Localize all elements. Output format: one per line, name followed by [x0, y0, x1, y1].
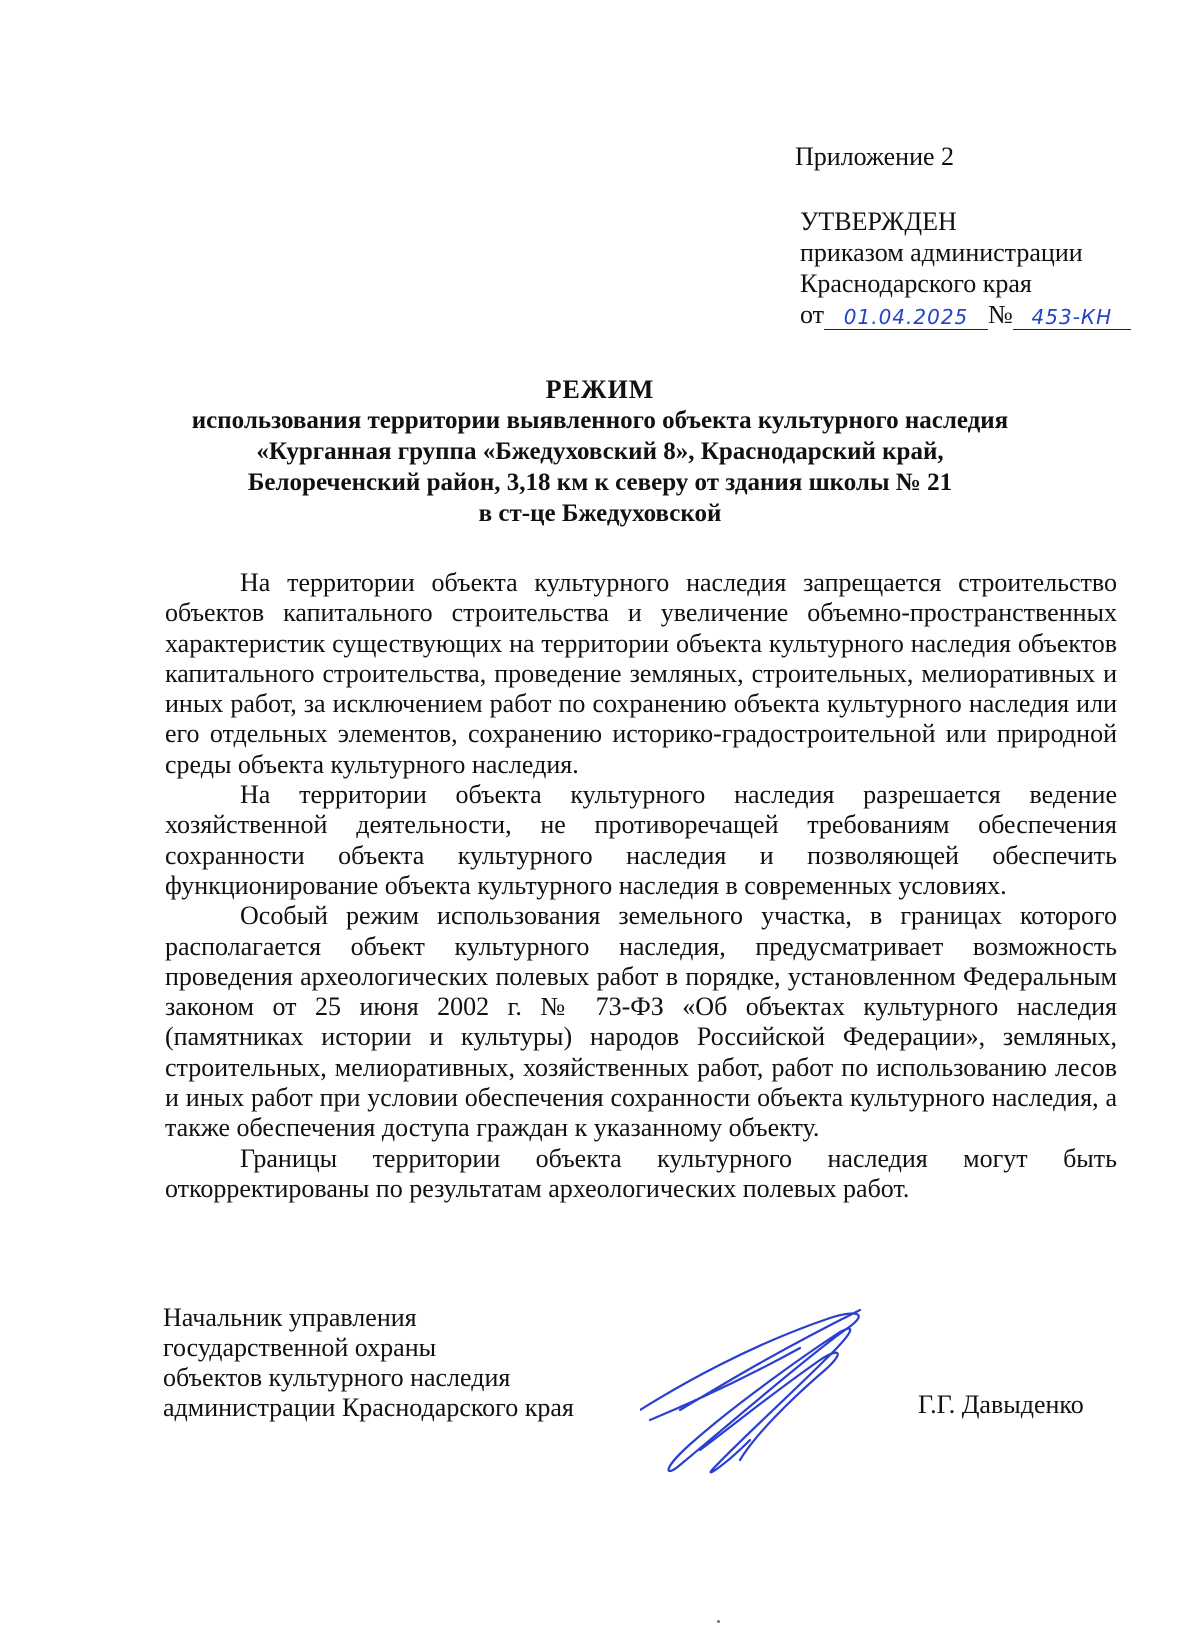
- document-body: [165, 568, 1117, 1204]
- paragraph-boundaries: Границы территории объекта культурного наследия могут быть откорректированы по результатам археологических полевых работ.: [165, 1143, 1117, 1203]
- signer-name: Г.Г. Давыденко: [918, 1390, 1084, 1419]
- signature-stroke-main: [640, 1314, 859, 1473]
- title-line-4: в ст-це Бжедуховской: [478, 500, 722, 527]
- signer-position-line-3: объектов культурного наследия: [163, 1363, 511, 1392]
- signer-position-line-1: Начальник управления: [163, 1303, 417, 1332]
- title-main: РЕЖИМ: [545, 375, 655, 404]
- scan-speck: [717, 1620, 720, 1623]
- document-title: [120, 374, 1080, 529]
- paragraph-prohibitions: На территории объекта культурного наследия запрещается строительство объектов капитального строительства и увеличение объемно-пространственных характеристик существующих на территории объекта культурного наследия объектов капитального строительства, проведение земляных, строительных, мелиоративных и иных работ, за исключением работ по сохранению объекта культурного наследия или его отдельных элементов, сохранению историко-градостроительной или природной среды объекта культурного наследия.: [165, 568, 1117, 779]
- signer-position-line-2: государственной охраны: [163, 1333, 437, 1362]
- handwritten-date: 01.04.2025: [824, 305, 988, 330]
- number-sign: №: [988, 300, 1013, 329]
- title-line-2: «Курганная группа «Бжедуховский 8», Краснодарский край,: [256, 438, 944, 465]
- approval-status: УТВЕРЖДЕН: [800, 207, 957, 236]
- handwritten-order-number: 453-КН: [1013, 305, 1131, 330]
- paragraph-permitted-activity: На территории объекта культурного наследия разрешается ведение хозяйственной деятельности, не противоречащей требованиям обеспечения сохранности объекта культурного наследия и позволяющей обеспечить функционирование объекта культурного наследия в современных условиях.: [165, 780, 1117, 900]
- handwritten-signature: [640, 1300, 880, 1490]
- title-line-3: Белореченский район, 3,18 км к северу от здания школы № 21: [247, 469, 953, 496]
- signer-position-line-4: администрации Краснодарского края: [163, 1393, 574, 1422]
- approval-stamp-block: [800, 206, 1131, 330]
- approval-line-2: Краснодарского края: [800, 269, 1032, 298]
- title-line-1: использования территории выявленного объекта культурного наследия: [191, 407, 1009, 434]
- signer-position: [163, 1303, 574, 1423]
- paragraph-special-regime: Особый режим использования земельного участка, в границах которого располагается объект культурного наследия, предусматривает возможность проведения археологических полевых работ в порядке, установленном Федеральным законом от 25 июня 2002 г. № 73-ФЗ «Об объектах культурного наследия (памятниках истории и культуры) народов Российской Федерации», земляных, строительных, мелиоративных, хозяйственных работ, работ по использованию лесов и иных работ при условии обеспечения сохранности объекта культурного наследия, а также обеспечения доступа граждан к указанному объекту.: [165, 901, 1117, 1143]
- appendix-label: Приложение 2: [795, 142, 955, 171]
- approval-line-1: приказом администрации: [800, 238, 1083, 267]
- date-prefix: от: [800, 300, 825, 329]
- approval-date-number-line: [800, 299, 1131, 330]
